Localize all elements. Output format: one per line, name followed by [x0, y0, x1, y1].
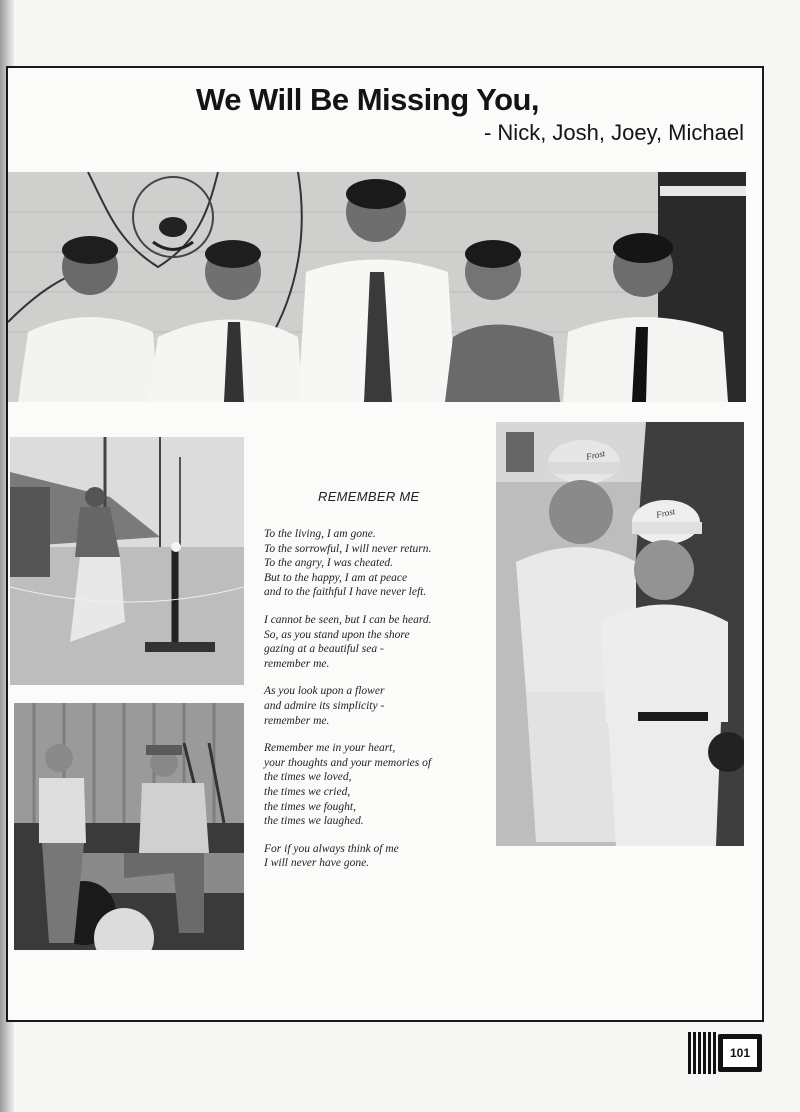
poem-line: and admire its simplicity -: [264, 699, 385, 712]
poem-line: But to the happy, I am at peace: [264, 571, 408, 584]
poem-line: the times we cried,: [264, 785, 351, 798]
poem-line: Remember me in your heart,: [264, 742, 396, 755]
poem-line: So, as you stand upon the shore: [264, 628, 410, 641]
poem-line: gazing at a beautiful sea -: [264, 643, 384, 656]
poem-line: remember me.: [264, 714, 330, 727]
poem-line: As you look upon a flower: [264, 685, 385, 698]
poem-line: and to the faithful I have never left.: [264, 586, 427, 599]
photo-two-boys-frost-uniforms: [496, 422, 744, 846]
poem-line: remember me.: [264, 657, 330, 670]
poem-line: To the sorrowful, I will never return.: [264, 542, 432, 555]
page-tab-bars: [688, 1032, 716, 1074]
page-subtitle-names: - Nick, Josh, Joey, Michael: [483, 120, 744, 145]
poem-line: To the living, I am gone.: [264, 528, 376, 540]
page-number: 101: [722, 1038, 758, 1068]
poem-stanza: [264, 684, 479, 728]
poem-stanza: [264, 842, 479, 871]
poem-line: your thoughts and your memories of: [264, 756, 432, 769]
poem-line: the times we fought,: [264, 800, 356, 813]
poem-line: the times we loved,: [264, 771, 352, 784]
page-number-tab: [688, 1032, 762, 1074]
cap-text-right: Frost: [655, 506, 677, 520]
photo-two-kids-truck: [14, 703, 244, 950]
poem-line: I will never have gone.: [264, 857, 370, 870]
poem-body: [264, 527, 479, 884]
page-title: We Will Be Missing You,: [196, 82, 540, 117]
group-photo-five-boys: [8, 172, 746, 402]
poem-line: For if you always think of me: [264, 842, 399, 855]
poem-stanza: [264, 527, 479, 600]
cap-text-left: Frost: [585, 448, 607, 462]
photo-boy-batting-tee: [10, 437, 244, 685]
poem-line: To the angry, I was cheated.: [264, 557, 393, 570]
poem-stanza: [264, 613, 479, 671]
poem-line: the times we laughed.: [264, 815, 364, 828]
poem-line: I cannot be seen, but I can be heard.: [264, 613, 432, 626]
poem-title: REMEMBER ME: [318, 489, 420, 504]
poem-stanza: [264, 741, 479, 829]
